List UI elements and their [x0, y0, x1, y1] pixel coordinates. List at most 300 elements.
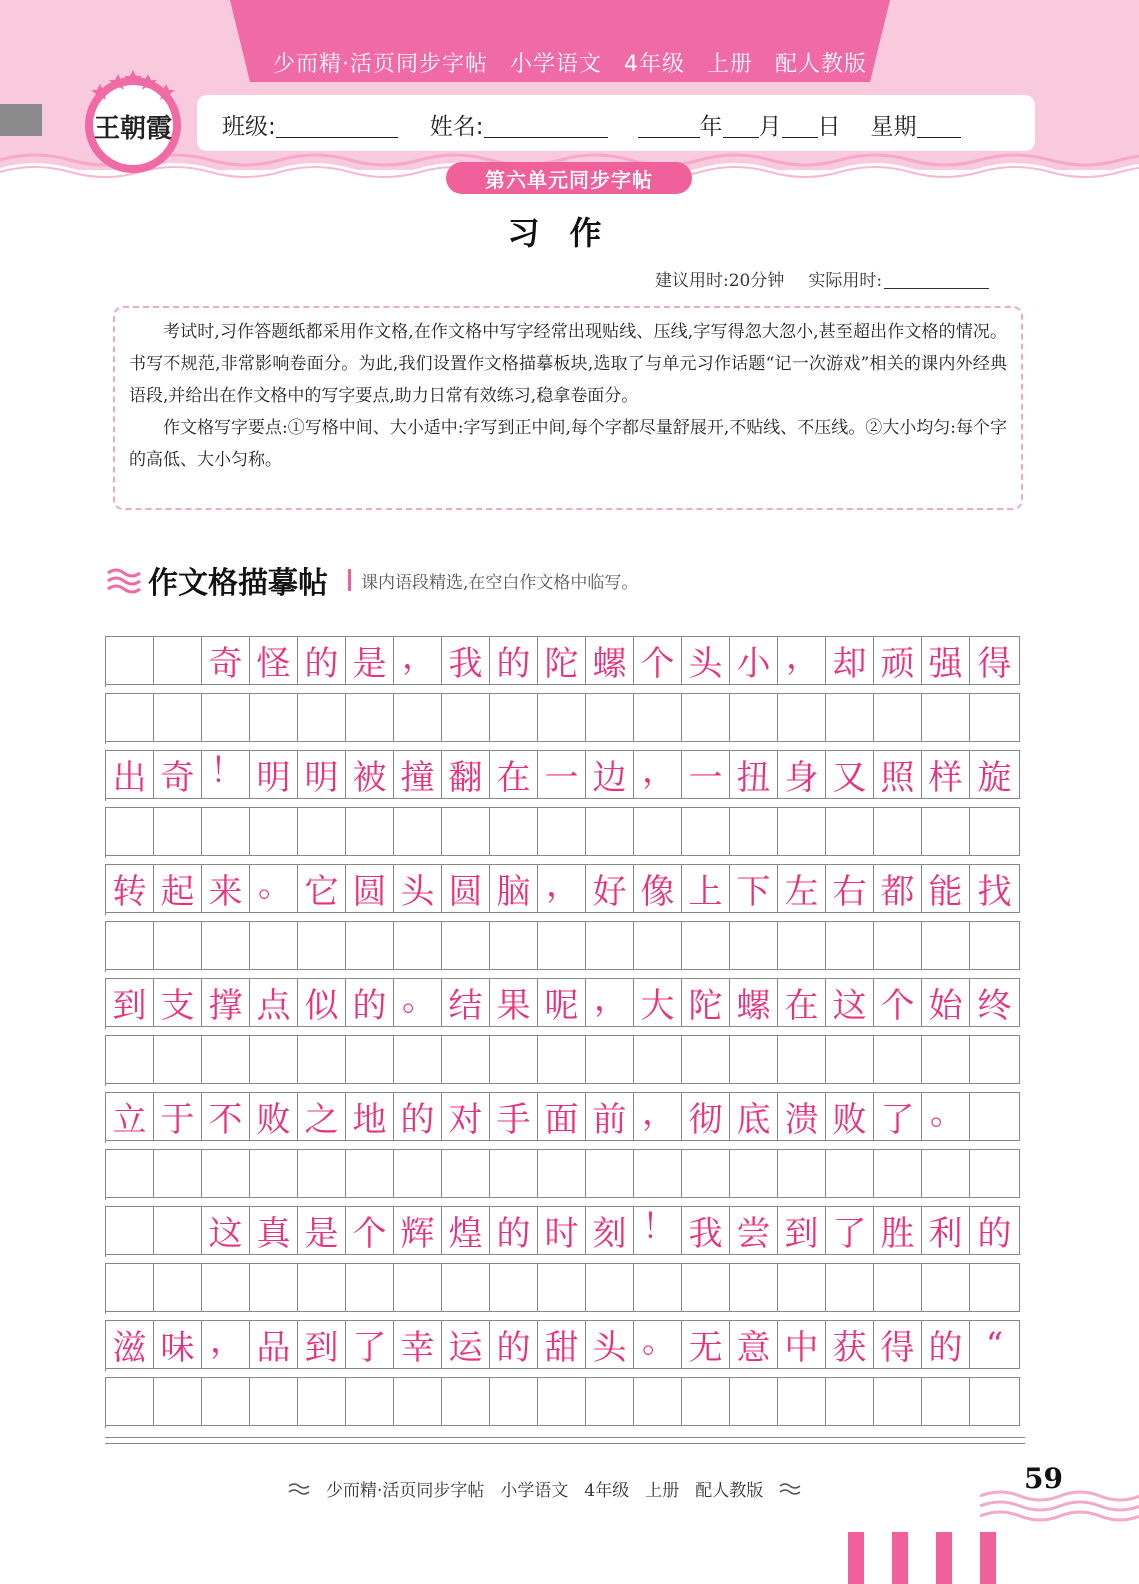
grid-cell-empty[interactable] [538, 1035, 586, 1084]
grid-cell-empty[interactable] [826, 693, 874, 742]
grid-cell-char: 是 [346, 636, 394, 685]
grid-cell-char: 能 [922, 864, 970, 913]
grid-cell-char: 似 [298, 978, 346, 1027]
grid-cell-empty[interactable] [730, 921, 778, 970]
grid-cell-empty[interactable] [586, 1035, 634, 1084]
year-label: 年 [699, 113, 723, 140]
grid-cell-empty[interactable] [154, 693, 202, 742]
page-number: 59 [1024, 1462, 1063, 1495]
grid-cell-char: 溃 [778, 1092, 826, 1141]
grid-cell-char: 到 [778, 1206, 826, 1255]
grid-cell-empty[interactable] [922, 1377, 970, 1426]
grid-cell-char: 得 [874, 1320, 922, 1369]
grid-cell-empty[interactable] [394, 693, 442, 742]
grid-cell-empty[interactable] [298, 1263, 346, 1312]
footer-edition: 配人教版 [695, 1481, 764, 1501]
grid-cell-empty[interactable] [874, 693, 922, 742]
grid-cell-empty[interactable] [490, 1377, 538, 1426]
grid-cell-char: 胜 [874, 1206, 922, 1255]
writing-row-model [105, 864, 1026, 915]
grid-cell-char: 头 [586, 1320, 634, 1369]
grid-cell-empty[interactable] [730, 1377, 778, 1426]
grid-cell-empty[interactable] [250, 1035, 298, 1084]
grid-cell-empty[interactable] [442, 1035, 490, 1084]
grid-cell-char: 中 [778, 1320, 826, 1369]
grid-cell-char: 起 [154, 864, 202, 913]
grid-cell-char: 是 [298, 1206, 346, 1255]
grid-cell-empty[interactable] [202, 1035, 250, 1084]
wave-icon [779, 1482, 801, 1496]
grid-cell-empty[interactable] [634, 921, 682, 970]
grid-cell-empty[interactable] [250, 807, 298, 856]
grid-cell-empty[interactable] [970, 1377, 1020, 1426]
grid-cell-empty[interactable] [538, 1149, 586, 1198]
writing-row-model [105, 636, 1026, 687]
grid-cell-empty[interactable] [826, 921, 874, 970]
grid-cell-char: 怪 [250, 636, 298, 685]
grid-cell-empty[interactable] [106, 921, 154, 970]
time-row [655, 266, 989, 291]
grid-cell-char: ， [634, 750, 682, 799]
grid-cell-empty[interactable] [634, 1035, 682, 1084]
grid-cell-empty[interactable] [346, 1263, 394, 1312]
grid-cell-char: ， [634, 1092, 682, 1141]
grid-cell-empty[interactable] [730, 1149, 778, 1198]
grid-cell-empty[interactable] [730, 1035, 778, 1084]
day-field[interactable] [782, 111, 818, 138]
month-label: 月 [758, 113, 782, 140]
writing-row-blank [105, 1263, 1026, 1314]
instruction-paragraph: 作文格写字要点:①写格中间、大小适中:字写到正中间,每个字都尽量舒展开,不贴线、不压线。②大小均匀:每个字的高低、大小匀称。 [129, 418, 1007, 470]
section-note: 课内语段精选,在空白作文格中临写。 [361, 572, 639, 593]
grid-cell-empty[interactable] [250, 921, 298, 970]
grid-cell-empty[interactable] [298, 1149, 346, 1198]
grid-cell-empty[interactable] [106, 1263, 154, 1312]
grid-cell-empty[interactable] [202, 1263, 250, 1312]
writing-grid [105, 636, 1025, 1428]
grid-cell-empty[interactable] [154, 1263, 202, 1312]
grid-cell-char: 真 [250, 1206, 298, 1255]
grid-cell-char: ， [586, 978, 634, 1027]
grid-cell-empty[interactable] [874, 1149, 922, 1198]
grid-cell-empty[interactable] [490, 693, 538, 742]
grid-cell-char: 边 [586, 750, 634, 799]
wave-icon [106, 565, 142, 595]
grid-cell-empty[interactable] [730, 1263, 778, 1312]
grid-cell-char: 到 [106, 978, 154, 1027]
grid-cell-char: 立 [106, 1092, 154, 1141]
grid-cell-empty[interactable] [682, 1263, 730, 1312]
grid-cell-empty[interactable] [442, 1377, 490, 1426]
grid-cell-empty[interactable] [202, 807, 250, 856]
grid-cell-empty[interactable] [826, 1035, 874, 1084]
writing-row-blank [105, 807, 1026, 858]
grid-cell-char: 奇 [154, 750, 202, 799]
grid-cell-empty[interactable] [106, 693, 154, 742]
name-field[interactable] [484, 111, 608, 138]
grid-cell-char: ！ [634, 1206, 682, 1255]
weekday-label: 星期 [870, 113, 917, 140]
grid-cell-char: 地 [346, 1092, 394, 1141]
grid-cell-char: 像 [634, 864, 682, 913]
grid-cell-char: ， [778, 636, 826, 685]
grid-cell-empty[interactable] [394, 1377, 442, 1426]
grid-cell-empty[interactable] [442, 1149, 490, 1198]
edge-bar [892, 1532, 908, 1584]
grid-cell-empty[interactable] [874, 921, 922, 970]
grid-cell-empty[interactable] [970, 693, 1020, 742]
grid-cell-char: 面 [538, 1092, 586, 1141]
instructions-box [113, 306, 1023, 510]
grid-cell-empty[interactable] [298, 1377, 346, 1426]
grid-cell-empty[interactable] [250, 1377, 298, 1426]
grid-cell-empty[interactable] [154, 1377, 202, 1426]
grid-cell-empty[interactable] [106, 1035, 154, 1084]
grid-cell-empty[interactable] [970, 1035, 1020, 1084]
grid-cell-empty[interactable] [394, 1035, 442, 1084]
grid-cell-empty[interactable] [490, 1149, 538, 1198]
grid-cell-empty[interactable] [298, 807, 346, 856]
grid-cell-char: 对 [442, 1092, 490, 1141]
grid-cell-char: 陀 [538, 636, 586, 685]
grid-cell-empty[interactable] [826, 807, 874, 856]
grid-cell-empty[interactable] [778, 1377, 826, 1426]
grid-cell-empty[interactable] [394, 1149, 442, 1198]
grid-cell-empty[interactable] [586, 693, 634, 742]
actual-time-field[interactable] [884, 268, 989, 289]
grid-cell-char: 我 [442, 636, 490, 685]
grid-cell-empty[interactable] [586, 921, 634, 970]
grid-cell-char: 被 [346, 750, 394, 799]
grid-cell-empty [970, 1092, 1020, 1141]
grid-cell-char: 个 [346, 1206, 394, 1255]
grid-cell-empty[interactable] [202, 693, 250, 742]
grid-cell-empty[interactable] [490, 1035, 538, 1084]
grid-cell-char: 煌 [442, 1206, 490, 1255]
grid-cell-empty[interactable] [586, 1377, 634, 1426]
grid-cell-empty[interactable] [154, 1149, 202, 1198]
grid-cell-char: 个 [634, 636, 682, 685]
grid-cell-empty[interactable] [634, 1377, 682, 1426]
grid-cell-empty[interactable] [778, 1263, 826, 1312]
grid-cell-empty [154, 1206, 202, 1255]
writing-row-blank [105, 1377, 1026, 1428]
grid-cell-char: 的 [394, 1092, 442, 1141]
student-info-row [222, 106, 961, 142]
edge-bars [848, 1532, 996, 1584]
actual-time-label: 实际用时: [808, 271, 883, 291]
grid-cell-char: 的 [490, 1320, 538, 1369]
grid-cell-empty[interactable] [682, 1149, 730, 1198]
grid-cell-char: 运 [442, 1320, 490, 1369]
grid-cell-char: ！ [202, 750, 250, 799]
grid-cell-char: 获 [826, 1320, 874, 1369]
grid-cell-char: 下 [730, 864, 778, 913]
grid-cell-empty[interactable] [298, 1035, 346, 1084]
writing-row-blank [105, 1149, 1026, 1200]
grid-cell-empty[interactable] [874, 1035, 922, 1084]
grid-cell-empty[interactable] [922, 1263, 970, 1312]
grid-cell-char: 明 [250, 750, 298, 799]
footer-grade: 4年级 [584, 1481, 630, 1501]
writing-row-blank [105, 693, 1026, 744]
grid-cell-empty[interactable] [778, 807, 826, 856]
page-title: 习作 [507, 214, 632, 252]
grid-cell-char: 头 [682, 636, 730, 685]
grid-cell-empty[interactable] [154, 1035, 202, 1084]
grid-cell-char: 无 [682, 1320, 730, 1369]
grid-cell-char: 的 [490, 1206, 538, 1255]
grid-cell-char: 又 [826, 750, 874, 799]
grid-cell-empty[interactable] [346, 693, 394, 742]
grid-cell-char: 好 [586, 864, 634, 913]
grid-cell-char: 了 [874, 1092, 922, 1141]
grid-cell-char: 一 [682, 750, 730, 799]
grid-cell-empty[interactable] [634, 1263, 682, 1312]
grid-cell-empty[interactable] [346, 1377, 394, 1426]
grid-cell-empty[interactable] [442, 1263, 490, 1312]
footer-subject: 小学语文 [500, 1481, 569, 1501]
grid-cell-empty[interactable] [442, 693, 490, 742]
writing-row-model [105, 750, 1026, 801]
grid-cell-char: 顽 [874, 636, 922, 685]
grid-cell-empty[interactable] [538, 693, 586, 742]
writing-row-model [105, 978, 1026, 1029]
grid-cell-empty[interactable] [202, 1149, 250, 1198]
grid-cell-empty[interactable] [874, 1377, 922, 1426]
grid-cell-empty[interactable] [874, 807, 922, 856]
edge-bar [980, 1532, 996, 1584]
grid-cell-empty[interactable] [490, 1263, 538, 1312]
name-label: 姓名: [429, 113, 484, 140]
grid-cell-char: 辉 [394, 1206, 442, 1255]
grid-cell-char: 在 [490, 750, 538, 799]
grid-cell-empty[interactable] [394, 921, 442, 970]
grid-cell-empty[interactable] [682, 921, 730, 970]
grid-cell-char: 之 [298, 1092, 346, 1141]
grid-cell-empty[interactable] [682, 807, 730, 856]
grid-cell-empty[interactable] [682, 1035, 730, 1084]
series-grade: 4年级 [623, 51, 685, 77]
grid-cell-empty[interactable] [586, 807, 634, 856]
series-title: 少而精·活页同步字帖 [272, 51, 488, 77]
grid-cell-char: ， [394, 636, 442, 685]
grid-cell-char: 小 [730, 636, 778, 685]
grid-cell-empty[interactable] [922, 1149, 970, 1198]
grid-cell-char: 时 [538, 1206, 586, 1255]
grid-cell-char: ， [538, 864, 586, 913]
wave-icon [288, 1482, 310, 1496]
grid-cell-empty[interactable] [922, 693, 970, 742]
grid-cell-char: 始 [922, 978, 970, 1027]
grid-cell-char: 呢 [538, 978, 586, 1027]
grid-cell-char: 在 [778, 978, 826, 1027]
grid-cell-char: 滋 [106, 1320, 154, 1369]
grid-cell-empty[interactable] [202, 1377, 250, 1426]
grid-cell-empty[interactable] [778, 1149, 826, 1198]
grid-cell-char: 得 [970, 636, 1020, 685]
grid-cell-char: 到 [298, 1320, 346, 1369]
weekday-field[interactable] [917, 111, 961, 138]
grid-cell-char: 却 [826, 636, 874, 685]
grid-cell-char: 终 [970, 978, 1020, 1027]
grid-cell-empty[interactable] [970, 1149, 1020, 1198]
grid-cell-empty[interactable] [682, 693, 730, 742]
grid-cell-empty[interactable] [730, 807, 778, 856]
grid-cell-char: 都 [874, 864, 922, 913]
grid-cell-char: 不 [202, 1092, 250, 1141]
grid-cell-char: 明 [298, 750, 346, 799]
grid-cell-empty[interactable] [106, 1149, 154, 1198]
grid-cell-empty[interactable] [490, 807, 538, 856]
grid-cell-empty[interactable] [922, 921, 970, 970]
section-divider [348, 569, 351, 591]
footer-title: 少而精·活页同步字帖 [326, 1481, 485, 1501]
grid-cell-char: 的 [490, 636, 538, 685]
writing-row-blank [105, 921, 1026, 972]
grid-cell-empty[interactable] [346, 1035, 394, 1084]
unit-title-pill: 第六单元同步字帖 [446, 162, 692, 194]
grid-cell-char: 找 [970, 864, 1020, 913]
grid-cell-char: 果 [490, 978, 538, 1027]
grid-cell-empty[interactable] [586, 1149, 634, 1198]
grid-cell-char: 一 [538, 750, 586, 799]
class-label: 班级: [222, 113, 276, 140]
grid-cell-empty[interactable] [826, 1263, 874, 1312]
grid-cell-char: 败 [826, 1092, 874, 1141]
grid-cell-empty[interactable] [346, 1149, 394, 1198]
grid-cell-empty[interactable] [538, 1377, 586, 1426]
grid-cell-empty[interactable] [154, 807, 202, 856]
grid-cell-char: 螺 [586, 636, 634, 685]
grid-cell-empty[interactable] [442, 807, 490, 856]
grid-cell-empty[interactable] [826, 1377, 874, 1426]
grid-cell-empty[interactable] [394, 807, 442, 856]
grid-cell-empty[interactable] [250, 693, 298, 742]
grid-cell-empty [154, 636, 202, 685]
grid-cell-empty[interactable] [730, 693, 778, 742]
grid-cell-char: 翻 [442, 750, 490, 799]
grid-cell-char: 它 [298, 864, 346, 913]
grid-cell-char: 刻 [586, 1206, 634, 1255]
suggested-time: 建议用时:20分钟 [655, 271, 785, 291]
grid-cell-empty[interactable] [778, 1035, 826, 1084]
grid-cell-char: 上 [682, 864, 730, 913]
grid-cell-empty[interactable] [250, 1149, 298, 1198]
grid-cell-empty[interactable] [826, 1149, 874, 1198]
grid-cell-empty[interactable] [394, 1263, 442, 1312]
grid-cell-char: 陀 [682, 978, 730, 1027]
grid-cell-char: 尝 [730, 1206, 778, 1255]
grid-cell-char: 撑 [202, 978, 250, 1027]
grid-cell-empty[interactable] [106, 807, 154, 856]
grid-cell-char: 这 [826, 978, 874, 1027]
footer [288, 1476, 801, 1501]
grid-cell-empty[interactable] [586, 1263, 634, 1312]
grid-cell-empty[interactable] [874, 1263, 922, 1312]
year-field[interactable] [638, 111, 700, 138]
brand-name: 王朝霞 [93, 114, 172, 144]
grid-cell-char: 味 [154, 1320, 202, 1369]
grid-cell-char: 。 [250, 864, 298, 913]
footer-volume: 上册 [645, 1481, 680, 1501]
grid-cell-char: 照 [874, 750, 922, 799]
edge-bar [936, 1532, 952, 1584]
grid-cell-empty [106, 636, 154, 685]
grid-cell-empty[interactable] [538, 807, 586, 856]
grid-cell-empty[interactable] [970, 921, 1020, 970]
grid-cell-empty[interactable] [346, 807, 394, 856]
grid-cell-empty[interactable] [538, 1263, 586, 1312]
grid-cell-char: 品 [250, 1320, 298, 1369]
grid-cell-empty[interactable] [106, 1377, 154, 1426]
grid-cell-empty[interactable] [634, 807, 682, 856]
month-field[interactable] [723, 111, 759, 138]
grid-cell-char: 个 [874, 978, 922, 1027]
grid-cell-char: 的 [970, 1206, 1020, 1255]
grid-cell-empty[interactable] [922, 807, 970, 856]
grid-cell-char: 。 [634, 1320, 682, 1369]
grid-cell-char: 右 [826, 864, 874, 913]
grid-cell-empty[interactable] [970, 807, 1020, 856]
grid-cell-char: 意 [730, 1320, 778, 1369]
grid-cell-char: 强 [922, 636, 970, 685]
grid-cell-empty[interactable] [538, 921, 586, 970]
grid-cell-char: 我 [682, 1206, 730, 1255]
grid-cell-empty[interactable] [298, 921, 346, 970]
grid-cell-char: 幸 [394, 1320, 442, 1369]
grid-cell-empty[interactable] [442, 921, 490, 970]
section-header [106, 560, 638, 600]
grid-cell-empty[interactable] [778, 921, 826, 970]
grid-cell-char: 圆 [442, 864, 490, 913]
grid-cell-char: 了 [826, 1206, 874, 1255]
grid-cell-empty[interactable] [490, 921, 538, 970]
grid-cell-char: 利 [922, 1206, 970, 1255]
grid-cell-char: ， [202, 1320, 250, 1369]
grid-cell-empty[interactable] [154, 921, 202, 970]
grid-cell-char: 脑 [490, 864, 538, 913]
grid-cell-empty[interactable] [250, 1263, 298, 1312]
grid-cell-char: 甜 [538, 1320, 586, 1369]
grid-cell-char: 头 [394, 864, 442, 913]
grid-cell-empty[interactable] [778, 693, 826, 742]
class-field[interactable] [276, 111, 398, 138]
grid-cell-empty[interactable] [970, 1263, 1020, 1312]
grid-cell-empty[interactable] [922, 1035, 970, 1084]
grid-cell-char: 身 [778, 750, 826, 799]
grid-cell-char: 底 [730, 1092, 778, 1141]
grid-cell-empty[interactable] [634, 693, 682, 742]
grid-cell-empty[interactable] [298, 693, 346, 742]
grid-cell-char: 彻 [682, 1092, 730, 1141]
grid-cell-empty[interactable] [682, 1377, 730, 1426]
grid-cell-char: 来 [202, 864, 250, 913]
grid-cell-empty[interactable] [634, 1149, 682, 1198]
grid-cell-char: 螺 [730, 978, 778, 1027]
grid-cell-char: 左 [778, 864, 826, 913]
series-banner [230, 44, 910, 80]
series-subject: 小学语文 [509, 51, 602, 77]
grid-cell-empty[interactable] [346, 921, 394, 970]
grid-cell-char: 支 [154, 978, 202, 1027]
grid-cell-char: 的 [298, 636, 346, 685]
grid-cell-char: 于 [154, 1092, 202, 1141]
grid-cell-char: 样 [922, 750, 970, 799]
grid-cell-char: 大 [634, 978, 682, 1027]
grid-cell-empty[interactable] [202, 921, 250, 970]
grid-cell-empty [106, 1206, 154, 1255]
